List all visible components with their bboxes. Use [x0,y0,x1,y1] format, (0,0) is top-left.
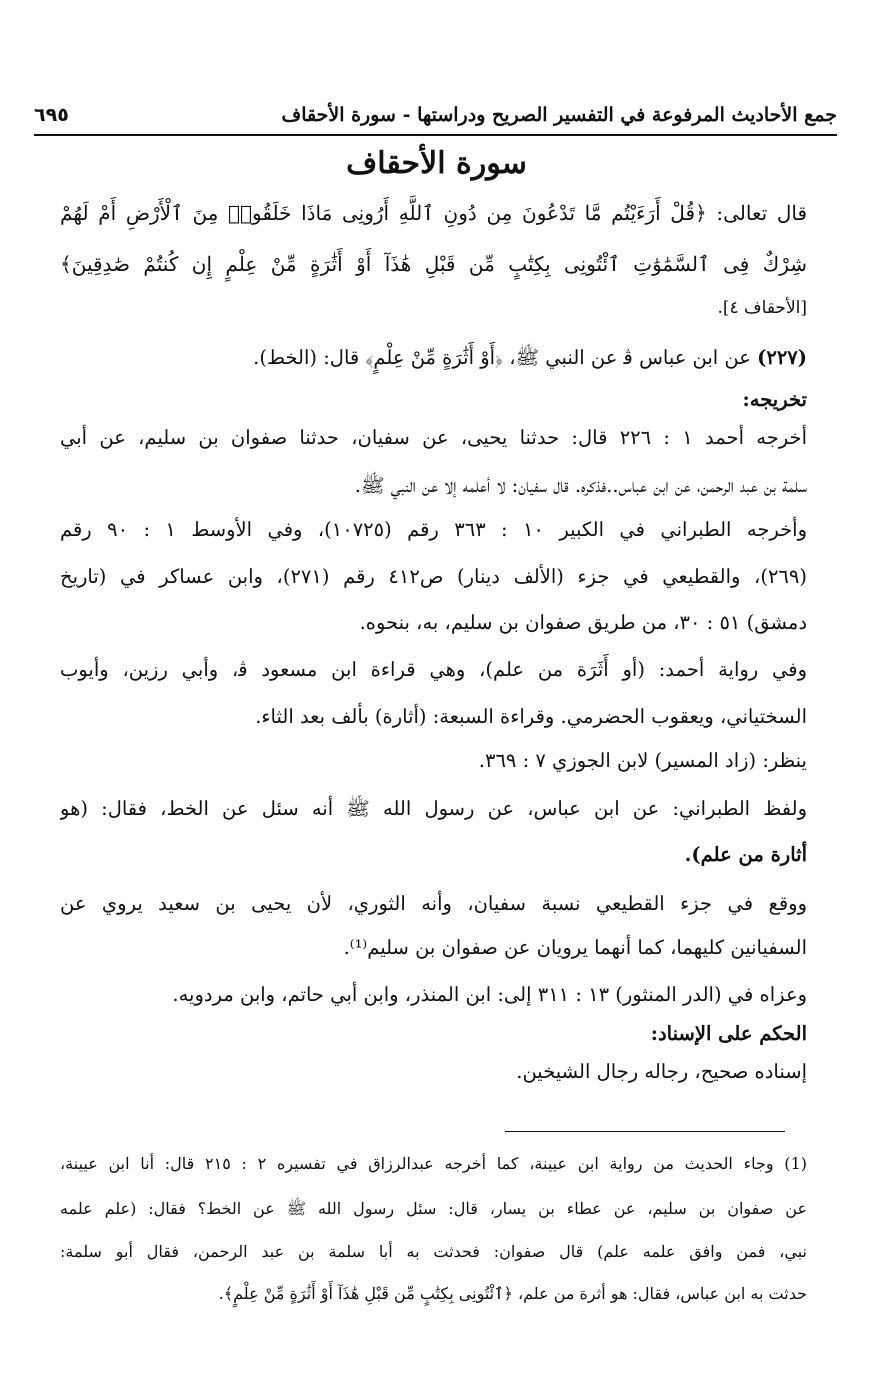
takhrij-heading: تخريجه: [742,388,807,411]
verse-line-1: قال تعالى: ﴿قُلْ أَرَءَيْتُم مَّا تَدْعُونَ مِن دُونِ ٱللَّهِ أَرُونِى مَاذَا خَلَقُوا۟ مِنَ ٱلْأَرْضِ أَمْ لَهُمْ [60,201,807,225]
takhrij-p4-line1: ينظر: (زاد المسير) لابن الجوزي ٧ : ٣٦٩. [478,749,807,772]
takhrij-p2-line1: وأخرجه الطبراني في الكبير ١٠ : ٣٦٣ رقم (١٠٧٢٥)، وفي الأوسط ١ : ٩٠ رقم [60,518,807,541]
hadith-text: عن ابن عباس ﭬ عن النبي ﷺ، ﴿أَوْ أَثَٰرَةٍ مِّنْ عِلْمٍ﴾ قال: (الخط). [253,346,751,369]
takhrij-p6-line1: ووقع في جزء القطيعي نسبة سفيان، وأنه الثوري، لأن يحيى بن سعيد يروي عن [60,892,807,915]
hadith-line [60,338,807,378]
takhrij-p1-line2: سلمة بن عبد الرحمن، عن ابن عباس..فذكره. قال سفيان: لا أعلمه إلا عن النبي ﷺ. [354,474,807,497]
takhrij-p5-line1: ولفظ الطبراني: عن ابن عباس، عن رسول الله ﷺ أنه سئل عن الخط، فقال: (هو [60,797,807,820]
takhrij-p5-line2: أثارة من علم). [684,843,807,866]
page-number: ٦٩٥ [34,104,69,126]
ruling-heading: الحكم على الإسناد: [650,1022,807,1045]
ruling-text: إسناده صحيح، رجاله رجال الشيخين. [516,1060,807,1083]
footnote-line-1: (1) وجاء الحديث من رواية ابن عيينة، كما أخرجه عبدالرزاق في تفسيره ٢ : ٢١٥ قال: أنا ابن عيينة، [60,1154,807,1173]
takhrij-p3-line1: وفي رواية أحمد: (أو أَثَرَة من علم)، وهي قراءة ابن مسعود ﭬ، وأبي رزين، وأيوب [60,658,807,681]
footnote-line-3: نبي، فمن وافق علمه علم) قال صفوان: فحدثت به أبا سلمة بن عبد الرحمن، فقال أبو سلمة: [60,1242,807,1261]
running-title: جمع الأحاديث المرفوعة في التفسير الصريح ودراستها - سورة الأحقاف [281,104,837,126]
verse-line-2: شِرْكٌ فِى ٱلسَّمَٰوَٰتِ ٱئْتُونِى بِكِتَٰبٍ مِّن قَبْلِ هَٰذَآ أَوْ أَثَٰرَةٍ مِّنْ عِلْمٍ إِن كُنتُمْ صَٰدِقِينَ﴾ [60,252,807,276]
takhrij-p6-line2: السفيانين كليهما، كما أنهما يرويان عن صفوان بن سليم⁽¹⁾. [343,936,807,959]
takhrij-p2-line3: دمشق) ٥١ : ٣٠، من طريق صفوان بن سليم، به، بنحوه. [359,611,807,634]
takhrij-p1-line1: أخرجه أحمد ١ : ٢٢٦ قال: حدثنا يحيى، عن سفيان، حدثنا صفوان بن سليم، عن أبي [60,426,807,449]
hadith-number: (٢٢٧) [757,346,807,369]
running-header [34,100,837,136]
footnote-line-2: عن صفوان بن سليم، عن عطاء بن يسار، قال: سئل رسول الله ﷺ عن الخط؟ فقال: (علم علمه [60,1199,807,1218]
footnote-line-4: حدثت به ابن عباس، فقال: هو أثرة من علم، ﴿ٱئْتُونِى بِكِتَٰبٍ مِّن قَبْلِ هَٰذَآ أَوْ أَثَٰرَةٍ مِّنْ عِلْمٍ﴾. [218,1284,807,1303]
takhrij-p2-line2: (٢٦٩)، والقطيعي في جزء (الألف دينار) ص٤١٢ رقم (٢٧١)، وابن عساكر في (تاريخ [60,565,807,588]
footnote-divider [505,1131,785,1132]
surah-title: سورة الأحقاف [346,146,527,181]
verse-reference: [الأحقاف ٤]. [717,298,807,318]
takhrij-p7-line1: وعزاه في (الدر المنثور) ١٣ : ٣١١ إلى: ابن المنذر، وابن أبي حاتم، وابن مردويه. [172,983,807,1006]
takhrij-p3-line2: السختياني، ويعقوب الحضرمي. وقراءة السبعة: (أثارة) بألف بعد الثاء. [255,705,807,728]
